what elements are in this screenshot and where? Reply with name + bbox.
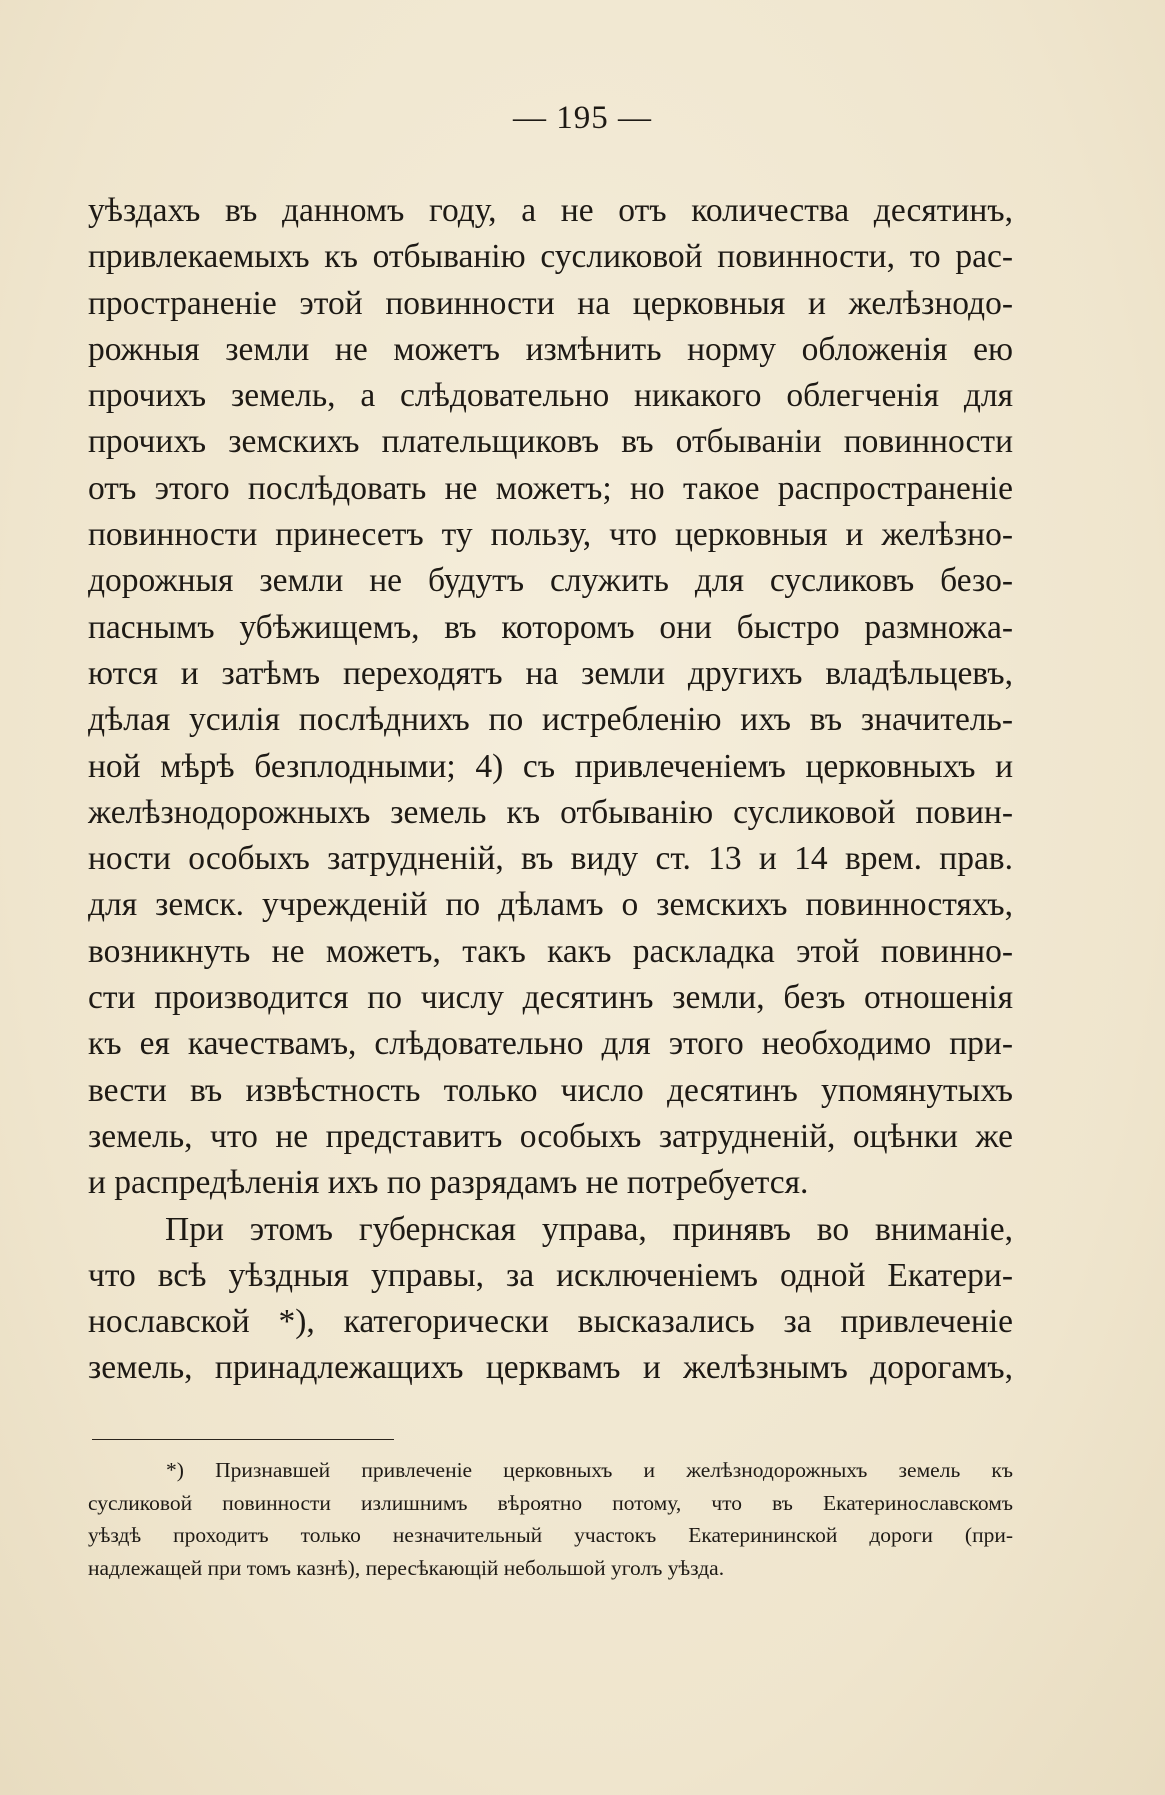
footnote-line: уѣздѣ проходитъ только незначительный участокъ Екатерининской дороги (при-	[88, 1523, 1013, 1548]
footnote-line: *) Признавшей привлеченіе церковныхъ и желѣзнодорожныхъ земель къ	[166, 1458, 1013, 1482]
text-line: возникнуть не можетъ, такъ какъ раскладка этой повинно-	[88, 932, 1013, 970]
text-line: повинности принесетъ ту пользу, что церковныя и желѣзно-	[88, 516, 1013, 554]
paragraph-end-line: и распредѣленія ихъ по разрядамъ не потребуется.	[88, 1164, 809, 1202]
text-line: ются и затѣмъ переходятъ на земли другихъ владѣльцевъ,	[88, 654, 1013, 692]
text-line: дорожныя земли не будутъ служить для сусликовъ безо-	[88, 562, 1013, 600]
text-line: къ ея качествамъ, слѣдовательно для этого необходимо при-	[88, 1025, 1013, 1063]
text-line: отъ этого послѣдовать не можетъ; но такое распространеніе	[88, 469, 1013, 507]
page-number: — 195 —	[513, 100, 652, 136]
text-line: для земск. учрежденій по дѣламъ о земскихъ повинностяхъ,	[88, 886, 1013, 924]
text-line: прочихъ земскихъ плательщиковъ въ отбываніи повинности	[88, 423, 1013, 461]
footnote-divider	[92, 1439, 394, 1440]
text-line: ности особыхъ затрудненій, въ виду ст. 13 и 14 врем. прав.	[88, 840, 1013, 878]
text-line: дѣлая усилія послѣднихъ по истребленію ихъ въ значитель-	[88, 701, 1013, 739]
main-text	[88, 188, 1013, 1392]
text-line: земель, принадлежащихъ церквамъ и желѣзнымъ дорогамъ,	[88, 1349, 1013, 1387]
text-line: привлекаемыхъ къ отбыванію сусликовой повинности, то рас-	[88, 238, 1013, 276]
text-line: сти производится по числу десятинъ земли, безъ отношенія	[88, 979, 1013, 1017]
text-line: что всѣ уѣздныя управы, за исключеніемъ одной Екатери-	[88, 1256, 1013, 1294]
text-line: прочихъ земель, а слѣдовательно никакого облегченія для	[88, 377, 1013, 415]
text-line: нославской *), категорически высказались за привлеченіе	[88, 1303, 1013, 1341]
text-line: земель, что не представитъ особыхъ затрудненій, оцѣнки же	[88, 1117, 1013, 1155]
text-line: паснымъ убѣжищемъ, въ которомъ они быстро размножа-	[88, 608, 1013, 646]
text-line: желѣзнодорожныхъ земель къ отбыванію сусликовой повин-	[88, 793, 1013, 831]
text-line: вести въ извѣстность только число десятинъ упомянутыхъ	[88, 1071, 1013, 1109]
paragraph-start-line: При этомъ губернская управа, принявъ во вниманіе,	[165, 1210, 1013, 1248]
text-line: уѣздахъ въ данномъ году, а не отъ количества десятинъ,	[88, 192, 1013, 229]
text-line: пространеніе этой повинности на церковныя и желѣзнодо-	[88, 284, 1013, 322]
footnote-line: надлежащей при томъ казнѣ), пересѣкающій небольшой уголъ уѣзда.	[88, 1556, 725, 1581]
text-line: рожныя земли не можетъ измѣнить норму обложенія ею	[88, 330, 1013, 368]
text-line: ной мѣрѣ безплодными; 4) съ привлеченіемъ церковныхъ и	[88, 747, 1013, 785]
footnote-line: сусликовой повинности излишнимъ вѣроятно потому, что въ Екатеринославскомъ	[88, 1490, 1013, 1515]
footnote	[88, 1454, 1013, 1585]
